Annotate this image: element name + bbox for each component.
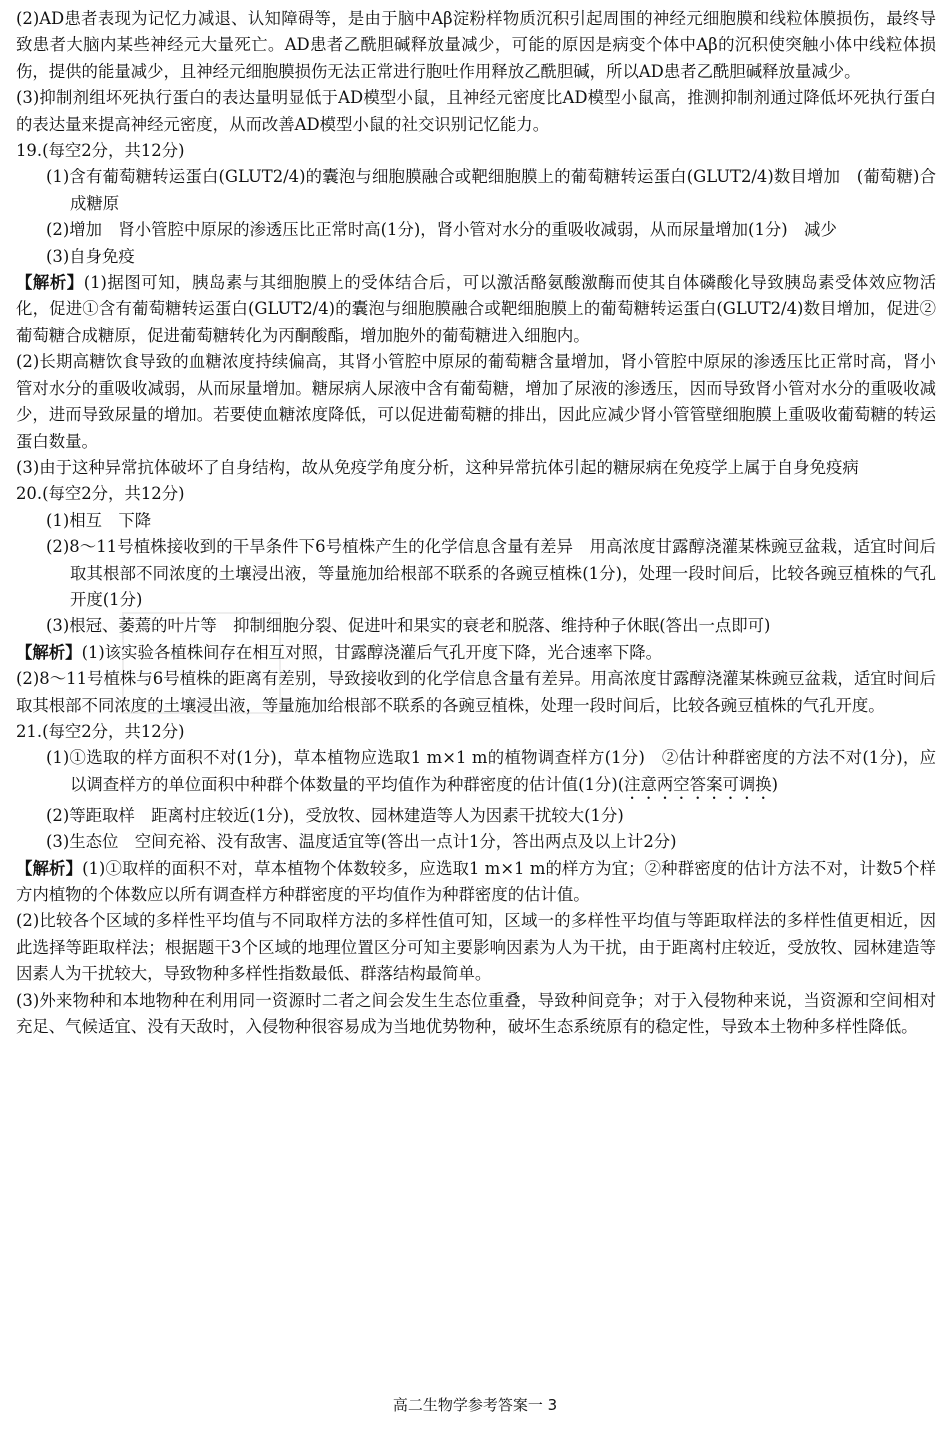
- page-footer: 高二生物学参考答案一 3: [392, 1396, 558, 1414]
- q19-analysis-1-text: (1)据图可知，胰岛素与其细胞膜上的受体结合后，可以激活酪氨酸激酶而使其自体磷酸化导致胰岛素受体效应物活化，促进①含有葡萄糖转运蛋白(GLUT2/4)的囊泡与细胞膜融合或靶细胞膜上的葡萄糖转运蛋白(GLUT2/4)数目增加，促进②葡萄糖合成糖原，促进葡萄糖转化为丙酮酸酯，增加胞外的葡萄糖进入细胞内。: [16, 273, 937, 345]
- q20-heading: 20.(每空2分，共12分): [16, 484, 185, 504]
- q19-answer-2: (2)增加 肾小管腔中原尿的渗透压比正常时高(1分)，肾小管对水分的重吸收减弱，从而尿量增加(1分) 减少: [46, 220, 837, 240]
- q21-answer-3: (3)生态位 空间充裕、没有敌害、温度适宜等(答出一点计1分，答出两点及以上计2分): [46, 832, 677, 852]
- q20-answer-2: (2)8～11号植株接收到的干旱条件下6号植株产生的化学信息含量有差异 用高浓度甘露醇浇灌某株豌豆盆栽，适宜时间后取其根部不同浓度的土壤浸出液，等量施加给根部不联系的各豌豆植株(1分)，处理一段时间后，比较各豌豆植株的气孔开度(1分): [46, 537, 936, 609]
- analysis-label: 【解析】: [16, 642, 82, 662]
- analysis-label: 【解析】: [16, 858, 83, 878]
- q19-analysis-2: (2)长期高糖饮食导致的血糖浓度持续偏高，其肾小管腔中原尿的葡萄糖含量增加，肾小管腔中原尿的渗透压比正常时高，肾小管对水分的重吸收减弱，从而尿量增加。糖尿病人尿液中含有葡萄糖，增加了尿液的渗透压，因而导致肾小管对水分的重吸收减少，进而导致尿量的增加。若要使血糖浓度降低，可以促进葡萄糖的排出，因此应减少肾小管管壁细胞膜上重吸收葡萄糖的转运蛋白数量。: [16, 352, 936, 451]
- q21-analysis-1: [16, 856, 936, 909]
- q19-answer-1: (1)含有葡萄糖转运蛋白(GLUT2/4)的囊泡与细胞膜融合或靶细胞膜上的葡萄糖转运蛋白(GLUT2/4)数目增加 (葡萄糖)合成糖原: [46, 167, 936, 213]
- q18-part2: (2)AD患者表现为记忆力减退、认知障碍等，是由于脑中Aβ淀粉样物质沉积引起周围的神经元细胞膜和线粒体膜损伤，最终导致患者大脑内某些神经元大量死亡。AD患者乙酰胆碱释放量减少，可能的原因是病变个体中Aβ的沉积使突触小体中线粒体损伤，提供的能量减少，且神经元细胞膜损伤无法正常进行胞吐作用释放乙酰胆碱，所以AD患者乙酰胆碱释放量减少。: [16, 9, 936, 81]
- q19-heading: 19.(每空2分，共12分): [16, 141, 185, 161]
- analysis-label: 【解析】: [16, 273, 84, 293]
- q20-analysis-2: (2)8～11号植株与6号植株的距离有差别，导致接收到的化学信息含量有差异。用高浓度甘露醇浇灌某株豌豆盆栽，适宜时间后取其根部不同浓度的土壤浸出液，等量施加给根部不联系的各豌豆植株，处理一段时间后，比较各豌豆植株的气孔开度。: [16, 669, 936, 715]
- q19-analysis-3: (3)由于这种异常抗体破坏了自身结构，故从免疫学角度分析，这种异常抗体引起的糖尿病在免疫学上属于自身免疫病: [16, 457, 859, 477]
- q18-part3: (3)抑制剂组坏死执行蛋白的表达量明显低于AD模型小鼠，且神经元密度比AD模型小鼠高，推测抑制剂通过降低坏死执行蛋白的表达量来提高神经元密度，从而改善AD模型小鼠的社交识别记忆能力。: [16, 88, 936, 134]
- q21-answer-2: (2)等距取样 距离村庄较近(1分)，受放牧、园林建造等人为因素干扰较大(1分): [46, 805, 624, 825]
- q21-analysis-3: (3)外来物种和本地物种在利用同一资源时二者之间会发生生态位重叠，导致种间竞争；对于入侵物种来说，当资源和空间相对充足、气候适宜、没有天敌时，入侵物种很容易成为当地优势物种，破坏生态系统原有的稳定性，导致本土物种多样性降低。: [16, 990, 936, 1037]
- q21-analysis-2: (2)比较各个区域的多样性平均值与不同取样方法的多样性值可知，区域一的多样性平均值与等距取样法的多样性值更相近，因此选择等距取样法；根据题干3个区域的地理位置区分可知主要影响因素为人为干扰，由于距离村庄较近，受放牧、园林建造等因素人为干扰较大，导致物种多样性指数最低、群落结构最简单。: [16, 911, 936, 984]
- q21-answer-1: [16, 745, 936, 802]
- q19-analysis-1: [16, 270, 936, 349]
- q20-analysis-1-text: (1)该实验各植株间存在相互对照，甘露醇浇灌后气孔开度下降，光合速率下降。: [81, 642, 663, 662]
- q21-analysis-1-text: (1)①取样的面积不对，草本植物个体数较多，应选取1 m×1 m的样方为宜；②种群密度的估计方法不对，计数5个样方内植物的个体数应以所有调查样方种群密度的平均值作为种群密度的估计值。: [16, 858, 936, 904]
- q21-answer-1-note: (注意两空答案可调换): [617, 774, 779, 794]
- q19-answer-3: (3)自身免疫: [46, 246, 135, 266]
- q21-heading: 21.(每空2分，共12分): [16, 721, 185, 741]
- q20-analysis-1: [16, 640, 936, 666]
- q20-answer-1: (1)相互 下降: [46, 510, 152, 530]
- answer-page: [16, 6, 936, 1040]
- q21-answer-1-text: (1)①选取的样方面积不对(1分)，草本植物应选取1 m×1 m的植物调查样方(1分) ②估计种群密度的方法不对(1分)，应以调查样方的单位面积中种群个体数量的平均值作为种群密度的估计值(1分): [46, 748, 936, 794]
- q20-answer-3: (3)根冠、萎蔫的叶片等 抑制细胞分裂、促进叶和果实的衰老和脱落、维持种子休眠(答出一点即可): [46, 616, 771, 636]
